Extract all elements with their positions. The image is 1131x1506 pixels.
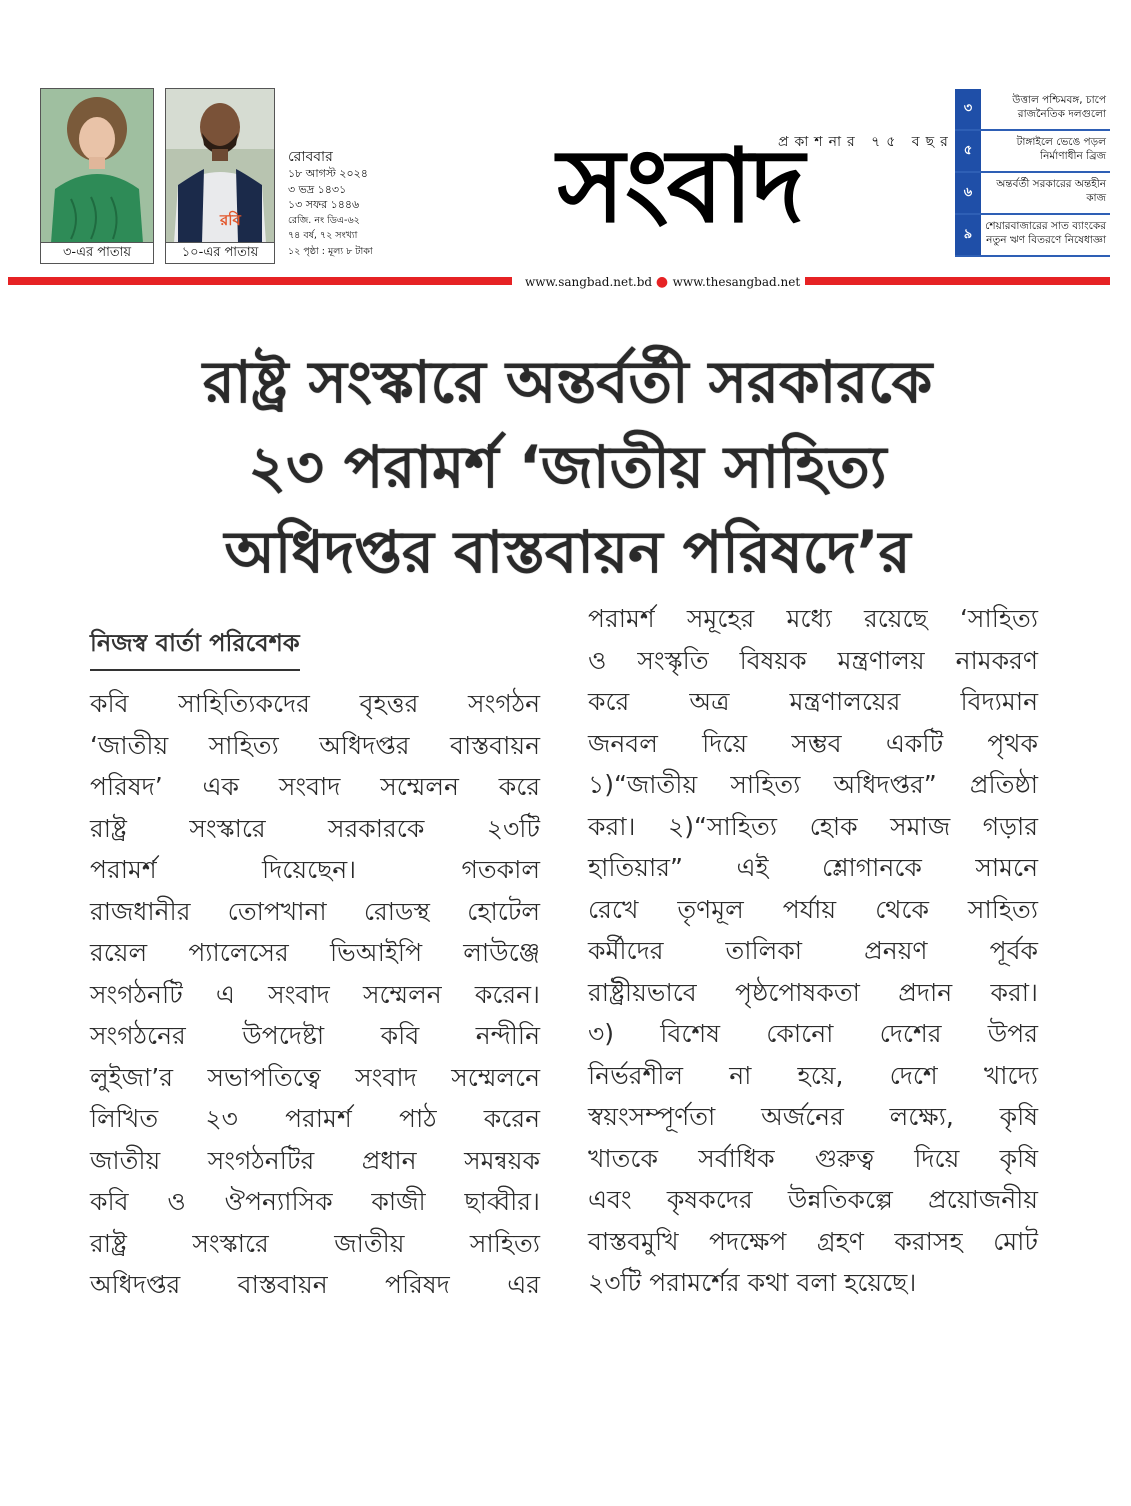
website-urls: [525, 274, 800, 290]
text-line: পরামর্শ সমূহের মধ্যে রয়েছে ‘সাহিত্য: [588, 604, 1038, 633]
index-item[interactable]: [955, 89, 1110, 131]
text-line: পরিষদ’ এক সংবাদ সম্মেলন করে: [90, 772, 540, 801]
article-headline: [115, 340, 1020, 595]
text-line: রাষ্ট্র সংস্কারে সরকারকে ২৩টি: [90, 813, 540, 843]
index-item-text: শেয়ারবাজারের সাত ব্যাংকের নতুন ঋণ বিতরণে নিষেধাজ্ঞা: [985, 220, 1106, 246]
dateline-issue: ৭৪ বর্ষ, ৭২ সংখ্যা: [288, 230, 358, 241]
index-item-text: অন্তর্বর্তী সরকারের অন্তহীন কাজ: [996, 178, 1106, 204]
text-line: ‘জাতীয় সাহিত্য অধিদপ্তর বাস্তবায়ন: [90, 730, 540, 760]
text-line: করা। ২)“সাহিত্য হোক সমাজ গড়ার: [588, 811, 1038, 841]
article-column-right: [588, 598, 1038, 1304]
text-line: সংগঠনটি এ সংবাদ সম্মেলন করেন।: [90, 979, 540, 1009]
index-page-number: ৬: [955, 173, 981, 213]
byline: নিজস্ব বার্তা পরিবেশক: [90, 625, 300, 671]
dateline-day: রোববার: [288, 149, 333, 165]
photo-card-cricketer[interactable]: [165, 88, 275, 264]
text-line: নির্ভরশীল না হয়ে, দেশে খাদ্যে: [588, 1060, 1038, 1090]
index-page-number: ৫: [955, 131, 981, 171]
text-line: অধিদপ্তর বাস্তবায়ন পরিষদ এর: [90, 1270, 540, 1299]
text-line: হাতিয়ার” এই শ্লোগানকে সামনে: [588, 853, 1038, 882]
index-page-number: ৩: [955, 89, 981, 129]
text-line: খাতকে সর্বাধিক গুরুত্ব দিয়ে কৃষি: [588, 1143, 1038, 1173]
dateline-reg: রেজি. নং ডিএ-৬২: [288, 214, 360, 226]
text-line: কবি ও ঔপন্যাসিক কাজী ছাব্বীর।: [90, 1187, 540, 1216]
index-box: [955, 89, 1110, 257]
text-line: পরামর্শ দিয়েছেন। গতকাল: [90, 855, 540, 884]
masthead-tagline: প্রকাশনার ৭৫ বছর: [778, 134, 954, 150]
dateline-price: ১২ পৃষ্ঠা : মূল্য ৮ টাকা: [288, 245, 373, 257]
text-line: লুইজা’র সভাপতিত্বে সংবাদ সম্মেলনে: [90, 1062, 540, 1092]
text-line: সংগঠনের উপদেষ্টা কবি নন্দীনি: [90, 1021, 540, 1050]
text-line: রাষ্ট্র সংস্কারে জাতীয় সাহিত্য: [90, 1228, 540, 1258]
red-rule-right: [805, 277, 1110, 285]
headline-line-3: অধিদপ্তর বাস্তবায়ন পরিষদে’র: [224, 518, 911, 586]
photo-caption: ৩-এর পাতায়: [41, 242, 153, 263]
website-url-2[interactable]: www.thesangbad.net: [672, 275, 801, 289]
text-line: এবং কৃষকদের উন্নতিকল্পে প্রয়োজনীয়: [588, 1185, 1038, 1214]
actress-photo: [41, 89, 153, 243]
shirt-logo: রবি: [220, 211, 241, 229]
headline-line-1: রাষ্ট্র সংস্কারে অন্তর্বর্তী সরকারকে: [202, 348, 933, 416]
dateline-date-bn: ৩ ভদ্র ১৪৩১: [288, 182, 347, 196]
headline-line-2: ২৩ পরামর্শ ‘জাতীয় সাহিত্য: [248, 433, 887, 501]
text-line: রয়েল প্যালেসের ভিআইপি লাউঞ্জে: [90, 938, 540, 967]
index-item[interactable]: [955, 173, 1110, 215]
text-line: রাষ্ট্রীয়ভাবে পৃষ্ঠপোষকতা প্রদান করা।: [588, 977, 1038, 1007]
photo-caption: ১০-এর পাতায়: [166, 242, 274, 263]
index-page-number: ৯: [955, 215, 981, 255]
index-item[interactable]: [955, 215, 1110, 257]
text-line: জনবল দিয়ে সম্ভব একটি পৃথক: [588, 728, 1038, 758]
text-line: ২৩টি পরামর্শের কথা বলা হয়েছে।: [588, 1268, 917, 1297]
text-line: কবি সাহিত্যিকদের বৃহত্তর সংগঠন: [90, 689, 540, 718]
dateline-date-en: ১৮ আগস্ট ২০২৪: [288, 167, 368, 180]
separator-dot-icon: ●: [655, 274, 673, 290]
text-line: কর্মীদের তালিকা প্রনয়ণ পূর্বক: [588, 936, 1038, 965]
index-item[interactable]: [955, 131, 1110, 173]
text-line: রাজধানীর তোপখানা রোডস্থ হোটেল: [90, 896, 540, 926]
website-url-1[interactable]: www.sangbad.net.bd: [525, 275, 653, 289]
text-line: লিখিত ২৩ পরামর্শ পাঠ করেন: [90, 1104, 540, 1133]
text-line: ১)“জাতীয় সাহিত্য অধিদপ্তর” প্রতিষ্ঠা: [588, 770, 1038, 799]
text-line: ৩) বিশেষ কোনো দেশের উপর: [588, 1019, 1038, 1048]
red-rule-left: [8, 277, 512, 285]
index-item-text: টাঙ্গাইলে ভেঙে পড়ল নির্মাণাধীন ব্রিজ: [1016, 136, 1106, 162]
dateline: [288, 148, 428, 259]
index-item-text: উত্তাল পশ্চিমবঙ্গ, চাপে রাজনৈতিক দলগুলো: [1012, 94, 1106, 120]
article-column-left: [90, 683, 540, 1306]
masthead-logo[interactable]: সংবাদ: [557, 127, 803, 246]
text-line: বাস্তবমুখি পদক্ষেপ গ্রহণ করাসহ মোট: [588, 1226, 1038, 1256]
text-line: ও সংস্কৃতি বিষয়ক মন্ত্রণালয় নামকরণ: [588, 645, 1038, 675]
text-line: করে অত্র মন্ত্রণালয়ের বিদ্যমান: [588, 687, 1038, 716]
photo-card-actress[interactable]: [40, 88, 154, 264]
text-line: জাতীয় সংগঠনটির প্রধান সমন্বয়ক: [90, 1145, 540, 1175]
text-line: রেখে তৃণমূল পর্যায় থেকে সাহিত্য: [588, 894, 1038, 924]
cricketer-photo: [166, 89, 274, 243]
dateline-date-hijri: ১৩ সফর ১৪৪৬: [288, 198, 360, 211]
text-line: স্বয়ংসম্পূর্ণতা অর্জনের লক্ষ্যে, কৃষি: [588, 1102, 1038, 1131]
